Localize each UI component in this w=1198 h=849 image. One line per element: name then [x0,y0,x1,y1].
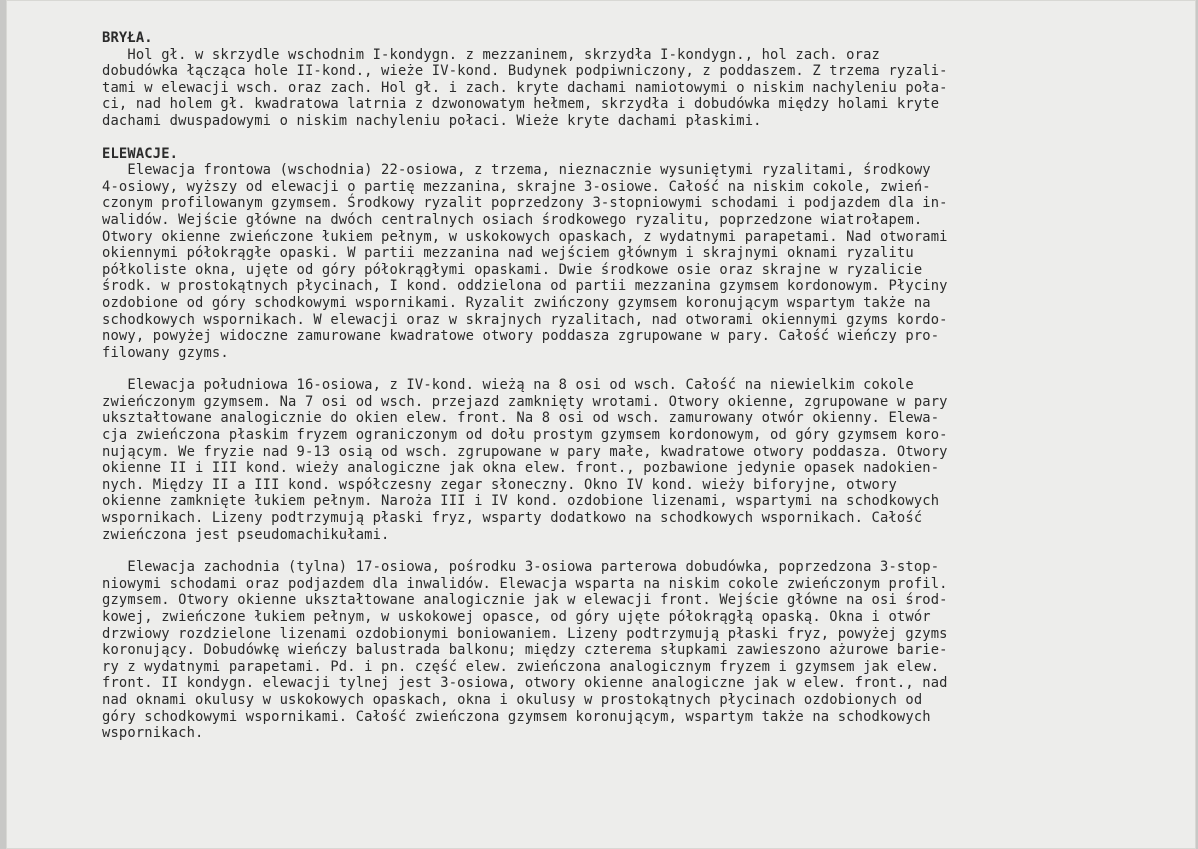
paragraph-elewacja-zachodnia [102,559,1132,742]
paragraph-elewacja-frontowa [102,162,1132,361]
text-line: wspornikach. Lizeny podtrzymują płaski fryz, wsparty dodatkowo na schodkowych wspornikach. Całość [102,510,923,527]
text-line: środk. w prostokątnych płycinach, I kond. oddzielona od partii mezzanina gzymsem kordonowym. Płyciny [102,278,948,295]
text-line: nych. Między II a III kond. współczesny zegar słoneczny. Okno IV kond. wieży biforyjne, otwory [102,476,897,493]
text-line: gzymsem. Otwory okienne ukształtowane analogicznie jak w elewacji front. Wejście główne na osi środ- [102,592,948,609]
text-line: czonym profilowanym gzymsem. Środkowy ryzalit poprzedzony 3-stopniowymi schodami i podjazdem dla in- [102,195,948,212]
text-line: ozdobione od góry schodkowymi wspornikami. Ryzalit zwińczony gzymsem koronującym wspartym także na [102,294,931,311]
paragraph-elewacja-poludniowa [102,377,1132,543]
text-line: niowymi schodami oraz podjazdem dla inwalidów. Elewacja wsparta na niskim cokole zwieńczonym profil. [102,575,948,592]
text-line: kowej, zwieńczone łukiem pełnym, w uskokowej opasce, od góry ujęte półokrągłą opaską. Okna i otwór [102,609,931,625]
text-line: okienne zamknięte łukiem pełnym. Naroża III i IV kond. ozdobione lizenami, wspartymi na schodkowych [102,493,940,510]
text-line: Elewacja frontowa (wschodnia) 22-osiowa, z trzema, nieznacznie wysuniętymi ryzalitami, środkowy [102,162,931,179]
text-line: front. II kondygn. elewacji tylnej jest 3-osiowa, otwory okienne analogiczne jak w elew. front., nad [102,675,948,692]
text-line: wspornikach. [102,725,204,742]
text-line: półkoliste okna, ujęte od góry półokrągłymi opaskami. Dwie środkowe osie oraz skrajne w ryzalicie [102,261,923,278]
text-line: filowany gzyms. [102,344,229,361]
text-line: 4-osiowy, wyższy od elewacji o partię mezzanina, skrajne 3-osiowe. Całość na niskim cokole, zwień- [102,178,931,195]
text-line: ry z wydatnymi parapetami. Pd. i pn. część elew. zwieńczona analogicznym fryzem i gzymsem jak elew. [102,658,940,675]
text-line: Elewacja zachodnia (tylna) 17-osiowa, pośrodku 3-osiowa parterowa dobudówka, poprzedzona 3-stop- [102,559,940,576]
text-line: dobudówka łącząca hole II-kond., wieże IV-kond. Budynek podpiwniczony, z poddaszem. Z trzema ryzali- [102,63,948,80]
text-line: drzwiowy rozdzielone lizenami ozdobionymi boniowaniem. Lizeny podtrzymują płaski fryz, powyżej gzyms [102,625,948,642]
text-line: nującym. We fryzie nad 9-13 osią od wsch. zgrupowane w pary małe, kwadratowe otwory poddasza. Otwory [102,443,948,460]
paragraph-bryla [102,47,1132,130]
text-line: nowy, powyżej widoczne zamurowane kwadratowe otwory poddasza zgrupowane w pary. Całość wieńczy pro- [102,328,940,345]
text-line: walidów. Wejście główne na dwóch centralnych osiach środkowego ryzalitu, poprzedzone wiatrołapem. [102,211,923,228]
text-line: zwieńczonym gzymsem. Na 7 osi od wsch. przejazd zamknięty wrotami. Otwory okienne, zgrupowane w pary [102,393,948,410]
text-line: zwieńczona jest pseudomachikułami. [102,526,390,543]
document-page [6,0,1196,849]
text-line: okiennymi półokrągłe opaski. W partii mezzanina nad wejściem głównym i skrajnymi oknami ryzalitu [102,245,914,262]
document-text [102,30,1132,742]
text-line: koronujący. Dobudówkę wieńczy balustrada balkonu; między czterema słupkami zawieszono ażurowe barie- [102,642,948,659]
section-heading-elewacje: ELEWACJE. [102,145,179,162]
text-line: ci, nad holem gł. kwadratowa latrnia z dzwonowatym hełmem, skrzydła i dobudówka między holami kryte [102,96,940,113]
text-line: Hol gł. w skrzydle wschodnim I-kondygn. z mezzaninem, skrzydła I-kondygn., hol zach. oraz [102,46,880,63]
text-line: ukształtowane analogicznie do okien elew. front. Na 8 osi od wsch. zamurowany otwór okienny. Elewa- [102,410,940,427]
text-line: Elewacja południowa 16-osiowa, z IV-kond. wieżą na 8 osi od wsch. Całość na niewielkim cokole [102,377,914,394]
text-line: tami w elewacji wsch. oraz zach. Hol gł. i zach. kryte dachami namiotowymi o niskim nachyleniu poła- [102,79,948,96]
text-line: góry schodkowymi wspornikami. Całość zwieńczona gzymsem koronującym, wspartym także na schodkowych [102,708,931,725]
text-line: schodkowych wspornikach. W elewacji oraz w skrajnych ryzalitach, nad otworami okiennymi gzyms kordo- [102,311,948,328]
text-line: nad oknami okulusy w uskokowych opaskach, okna i okulusy w prostokątnych płycinach ozdobionych od [102,691,923,708]
section-heading-bryla: BRYŁA. [102,30,153,46]
text-line: dachami dwuspadowymi o niskim nachyleniu połaci. Wieże kryte dachami płaskimi. [102,112,762,129]
text-line: cja zwieńczona płaskim fryzem ograniczonym od dołu prostym gzymsem kordonowym, od góry gzymsem koro- [102,427,948,444]
text-line: Otwory okienne zwieńczone łukiem pełnym, w uskokowych opaskach, z wydatnymi parapetami. Nad otworami [102,228,948,245]
text-line: okienne II i III kond. wieży analogiczne jak okna elew. front., pozbawione jedynie opasek nadokien- [102,460,940,477]
